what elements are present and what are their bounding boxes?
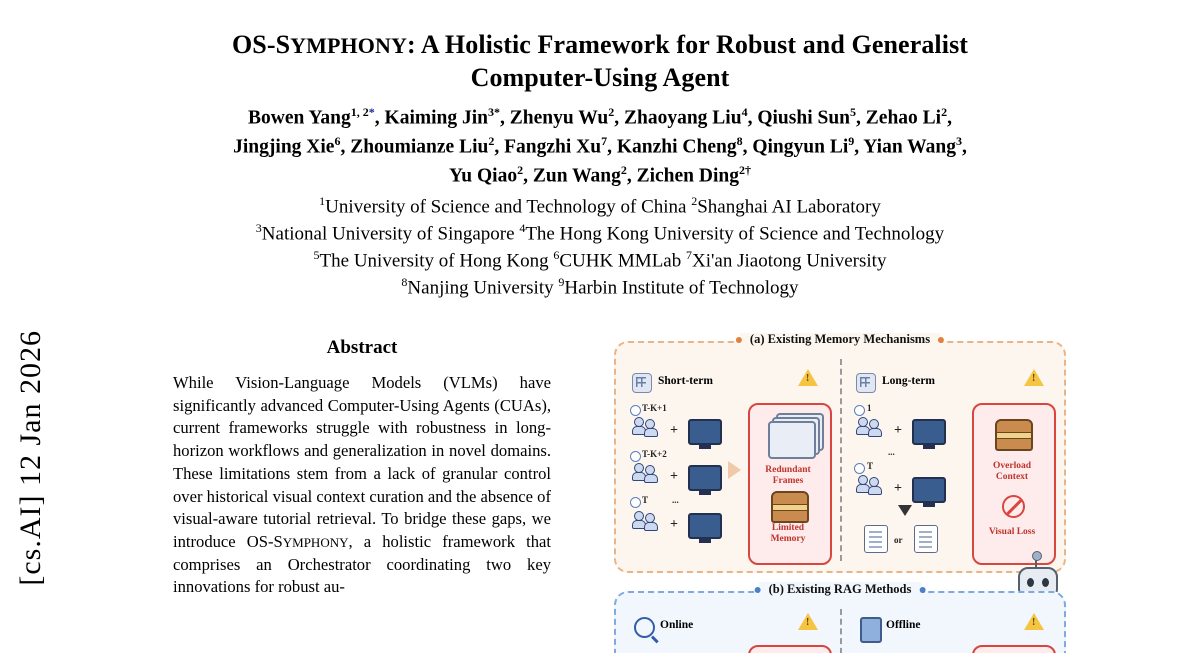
- flow-arrow-icon: [728, 461, 741, 479]
- offline-heading: Offline: [886, 619, 921, 631]
- step-label: T-K+2: [642, 449, 667, 459]
- figure-panel-a: [614, 333, 1066, 573]
- step-dot: [630, 497, 641, 508]
- agent-icon: [634, 417, 664, 437]
- document-icon: [864, 525, 888, 553]
- plus-icon: +: [670, 517, 678, 532]
- online-issue-box: [748, 645, 832, 653]
- screenshot-icon: [688, 513, 722, 539]
- arxiv-stamp: [cs.AI] 12 Jan 2026: [14, 330, 47, 586]
- plus-icon: +: [894, 481, 902, 496]
- database-icon: [860, 617, 882, 643]
- step-label: 1: [867, 403, 872, 413]
- panel-b-title: (b) Existing RAG Methods: [759, 582, 922, 597]
- teaser-figure: [614, 333, 1066, 653]
- long-term-icon: [856, 373, 876, 393]
- page-title: [130, 28, 1070, 95]
- step-label: T: [867, 461, 874, 471]
- agent-icon: [634, 463, 664, 483]
- short-term-heading: Short-term: [658, 375, 713, 387]
- figure-panel-b: [614, 582, 1066, 653]
- frames-stack-icon: [768, 421, 816, 459]
- context-chest-icon: [995, 419, 1033, 451]
- affiliation-line: $^3$National University of Singapore $^4$The Hong Kong University of Science and Technology: [255, 220, 945, 245]
- memory-chest-icon: [771, 491, 809, 523]
- agent-icon: [858, 475, 888, 495]
- plus-icon: +: [670, 423, 678, 438]
- affiliation-line: $^8$Nanjing University $^9$Harbin Institute of Technology: [401, 274, 799, 299]
- author-line-2: Jingjing Xie$^6$, Zhoumianze Liu$^2$, Fangzhi Xu$^7$, Kanzhi Cheng$^8$, Qingyun Li$^9$, Yian Wang$^3$,: [233, 133, 967, 158]
- step-dot: [854, 463, 865, 474]
- screenshot-icon: [688, 419, 722, 445]
- author-line-3: Yu Qiao$^2$, Zun Wang$^2$, Zichen Ding$^{2\dagger}$: [448, 162, 751, 187]
- warning-icon: [798, 613, 818, 630]
- issue-label-limited-memory: Limited Memory: [770, 523, 806, 544]
- screenshot-icon: [688, 465, 722, 491]
- affiliation-list: [120, 193, 1080, 301]
- screenshot-icon: [912, 477, 946, 503]
- short-term-icon: [632, 373, 652, 393]
- step-dot: [854, 405, 865, 416]
- screenshot-icon: [912, 419, 946, 445]
- ellipsis-label: ...: [672, 495, 679, 505]
- online-heading: Online: [660, 619, 694, 631]
- warning-icon: [1024, 369, 1044, 386]
- issue-label-redundant-frames: Redundant Frames: [765, 465, 811, 486]
- step-dot: [630, 405, 641, 416]
- panel-a-divider: [840, 359, 842, 561]
- title-line-1: OS-SYMPHONY: A Holistic Framework for Robust and Generalist: [231, 30, 969, 59]
- step-label: T: [642, 495, 649, 505]
- no-sign-icon: [1002, 495, 1025, 518]
- agent-icon: [858, 417, 888, 437]
- search-icon: [634, 617, 655, 638]
- flow-arrow-down-icon: [898, 505, 912, 516]
- author-line-1: Bowen Yang$^{1, 2*}$, Kaiming Jin$^{3*}$, Zhenyu Wu$^2$, Zhaoyang Liu$^4$, Qiushi Sun$^5$, Zehao Li$^2$,: [248, 105, 952, 129]
- ellipsis-label: ...: [888, 447, 895, 457]
- step-dot: [630, 451, 641, 462]
- panel-b-divider: [840, 609, 842, 653]
- warning-icon: [1024, 613, 1044, 630]
- issue-label-overload-context: Overload Context: [993, 461, 1031, 482]
- offline-issue-box: [972, 645, 1056, 653]
- long-term-heading: Long-term: [882, 375, 936, 387]
- issue-label-visual-loss: Visual Loss: [988, 527, 1036, 537]
- abstract-text: While Vision-Language Models (VLMs) have significantly advanced Computer-Using Agents (CUAs), current frameworks struggle with robustness in long-horizon workflows and generalization in novel domains. These limitations stem from a lack of granular control over historical visual context curation and the absence of visual-aware tutorial retrieval. To bridge these gaps, we introduce OS-SYMPHONY, a holistic framework that comprises an Orchestrator coordinating two key innovations for robust au-: [173, 373, 551, 597]
- or-label: or: [894, 535, 903, 545]
- title-line-2: Computer-Using Agent: [470, 63, 730, 93]
- warning-icon: [798, 369, 818, 386]
- step-label: T-K+1: [642, 403, 667, 413]
- brief-document-icon: [914, 525, 938, 553]
- plus-icon: +: [670, 469, 678, 484]
- affiliation-line: $^5$The University of Hong Kong $^6$CUHK MMLab $^7$Xi'an Jiaotong University: [313, 247, 887, 272]
- affiliation-line: $^1$University of Science and Technology of China $^2$Shanghai AI Laboratory: [319, 194, 881, 218]
- agent-icon: [634, 511, 664, 531]
- abstract-heading: Abstract: [326, 337, 398, 358]
- plus-icon: +: [894, 423, 902, 438]
- author-list: [120, 104, 1080, 190]
- panel-a-title: (a) Existing Memory Mechanisms: [740, 333, 940, 347]
